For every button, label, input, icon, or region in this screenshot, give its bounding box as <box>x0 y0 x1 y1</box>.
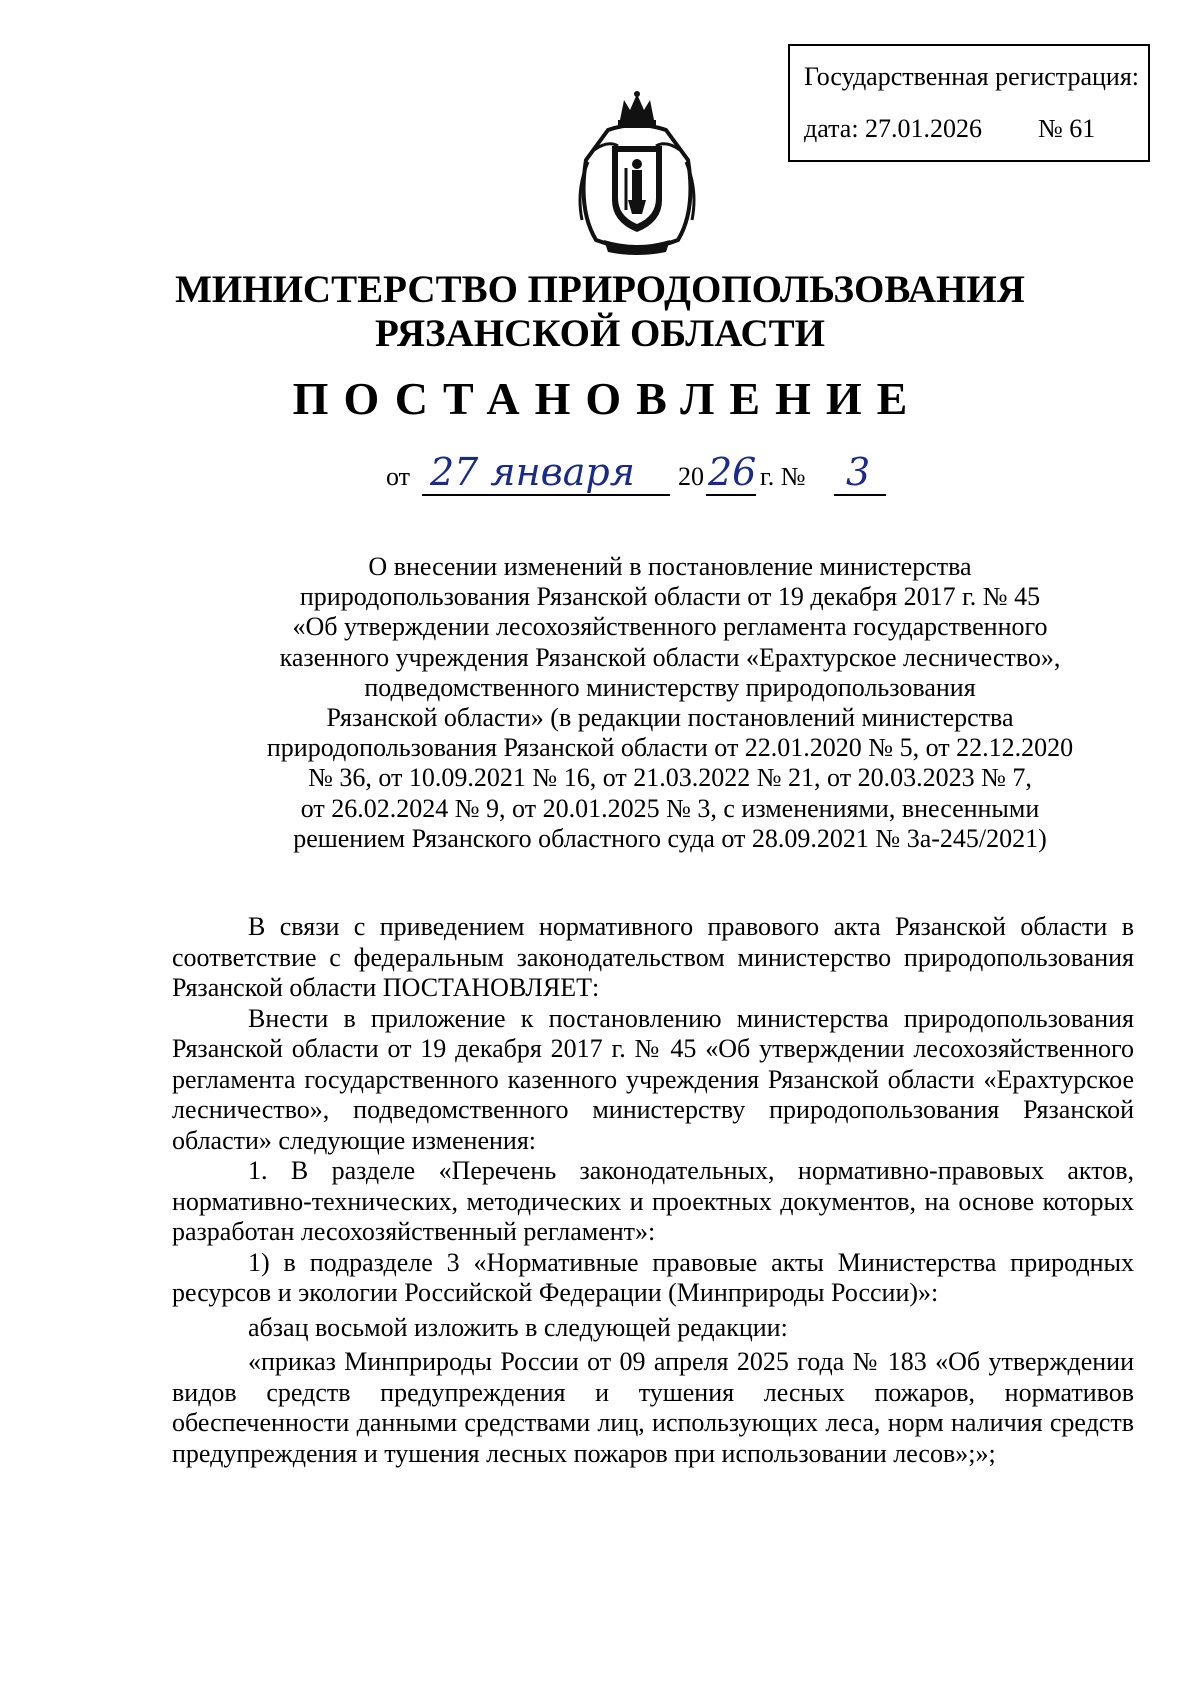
document-date-line <box>386 448 916 502</box>
registration-date: дата: 27.01.2026 <box>804 114 983 143</box>
document-body <box>172 912 1134 1469</box>
handwritten-year: 26 <box>708 450 757 494</box>
registration-stamp <box>788 44 1150 162</box>
body-paragraph: В связи с приведением нормативного правового акта Рязанской области в соответствие с федеральным законодательством министерство природопользования Рязанской области ПОСТАНОВЛЯЕТ: <box>172 912 1134 1002</box>
body-paragraph: «приказ Минприроды России от 09 апреля 2025 года № 183 «Об утверждении видов средств предупреждения и тушения лесных пожаров, нормативов обеспеченности данными средствами лиц, использующих леса, норм наличия средств предупреждения и тушения лесных пожаров при использовании лесов»;»; <box>172 1347 1134 1468</box>
subject-line: № 36, от 10.09.2021 № 16, от 21.03.2022 № 21, от 20.03.2023 № 7, <box>308 763 1032 793</box>
year-postfix: г. № <box>760 462 806 491</box>
document-kind-title: ПОСТАНОВЛЕНИЕ <box>292 373 923 424</box>
body-paragraph: 1. В разделе «Перечень законодательных, нормативно-правовых актов, нормативно-технических, методических и проектных документов, на основе которых разработан лесохозяйственный регламент»: <box>172 1156 1134 1246</box>
number-underline <box>834 494 886 496</box>
date-prefix: от <box>386 462 411 491</box>
handwritten-day-month: 27 января <box>430 450 635 494</box>
body-paragraph: 1) в подразделе 3 «Нормативные правовые акты Министерства природных ресурсов и экологии Российской Федерации (Минприроды России)»: <box>172 1247 1134 1307</box>
subject-line: решением Рязанского областного суда от 28.09.2021 № 3а-245/2021) <box>293 823 1047 853</box>
body-paragraph: Внести в приложение к постановлению министерства природопользования Рязанской области от 19 декабря 2017 г. № 45 «Об утверждении лесохозяйственного регламента государственного казенного учреждения Рязанской области «Ерахтурское лесничество», подведомственного министерству природопользования Рязанской области» следующие изменения: <box>172 1003 1134 1155</box>
subject-line: природопользования Рязанской области от 22.01.2020 № 5, от 22.12.2020 <box>266 733 1074 763</box>
subject-line: казенного учреждения Рязанской области «Ерахтурское лесничество», <box>279 642 1061 672</box>
ministry-name-line-2: РЯЗАНСКОЙ ОБЛАСТИ <box>375 312 825 355</box>
subject-line: от 26.02.2024 № 9, от 20.01.2025 № 3, с изменениями, внесенными <box>300 793 1040 823</box>
ministry-name-line-1: МИНИСТЕРСТВО ПРИРОДОПОЛЬЗОВАНИЯ <box>175 268 1025 311</box>
registration-title: Государственная регистрация: <box>804 62 1140 91</box>
subject-line: О внесении изменений в постановление министерства <box>368 552 972 581</box>
subject-line: подведомственного министерству природопользования <box>364 672 976 702</box>
year-underline <box>706 494 756 496</box>
subject-line: «Об утверждении лесохозяйственного регламента государственного <box>292 612 1048 642</box>
document-subject <box>200 552 1140 854</box>
year-prefix: 20 <box>678 462 704 491</box>
ryazan-coat-of-arms-icon <box>568 90 706 258</box>
body-paragraph: абзац восьмой изложить в следующей редакции: <box>248 1312 788 1342</box>
subject-line: Рязанской области» (в редакции постановлений министерства <box>326 703 1014 733</box>
registration-number: № 61 <box>1038 114 1096 143</box>
handwritten-number: 3 <box>846 450 871 494</box>
subject-line: природопользования Рязанской области от 19 декабря 2017 г. № 45 <box>299 582 1041 612</box>
date-underline <box>422 494 670 496</box>
